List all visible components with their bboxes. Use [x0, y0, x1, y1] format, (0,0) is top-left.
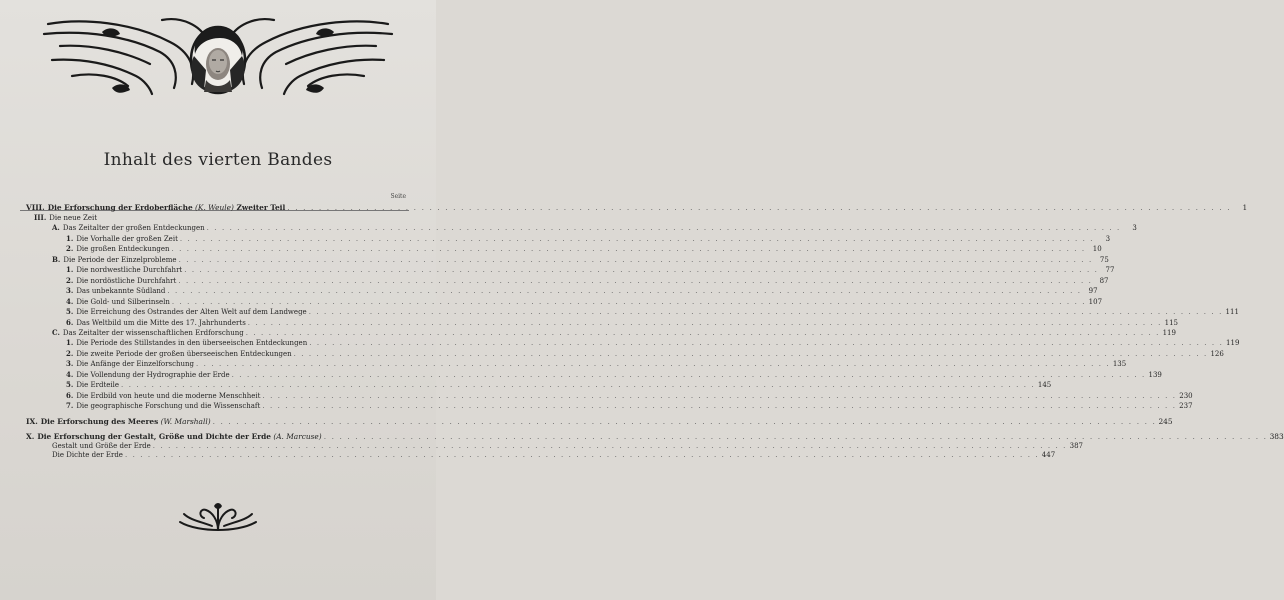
- page-column-header: Seite: [390, 193, 406, 200]
- toc-page-number: 75: [1099, 255, 1109, 264]
- toc-entry: [26, 223, 1137, 233]
- toc-entry-title: Die neue Zeit: [49, 214, 98, 222]
- toc-entry-label: [52, 451, 123, 460]
- toc-entry-title: Die Vorhalle der großen Zeit: [76, 234, 178, 243]
- toc-entry-title: Die geographische Forschung und die Wissenschaft: [76, 402, 261, 411]
- toc-entry: [26, 348, 1224, 359]
- toc-page-number: 10: [1092, 245, 1102, 254]
- toc-entry-author: (W. Marshall): [158, 416, 211, 426]
- toc-entry-title: Die nordöstliche Durchfahrt: [76, 276, 177, 285]
- toc-entry-number: VIII.: [26, 203, 45, 212]
- toc-entry-title: Das Weltbild um die Mitte des 17. Jahrhunderts: [76, 318, 246, 327]
- toc-leader-dots: . . . . . . . . . . . . . . . . . . . . . . . . . . . . . . . . . . . . . . . . . . . . . . . . . . . . . . . . . . . . . . . . . . . . . . . . . . . . . . . . . . . . . . . . . . . . . . . . . . . . . . . . . . . . . . . . . . . . . . . .: [245, 328, 1160, 337]
- toc-entry-label: [66, 380, 119, 390]
- toc-entry-title: Gestalt und Größe der Erde: [52, 441, 151, 450]
- toc-page-number: 237: [1179, 402, 1193, 411]
- toc-entry-title: Die nordwestliche Durchfahrt: [76, 266, 183, 275]
- toc-entry-title: Die Periode der Einzelprobleme: [63, 255, 177, 264]
- toc-entry-number: 2.: [66, 348, 74, 358]
- toc-entry-label: [66, 297, 170, 307]
- toc-entry: [26, 307, 1239, 317]
- page-title: Inhalt des vierten Bandes: [103, 150, 333, 170]
- toc-entry-number: III.: [34, 213, 47, 222]
- toc-entry: [26, 296, 1103, 307]
- toc-entry: [26, 254, 1109, 265]
- toc-leader-dots: . . . . . . . . . . . . . . . . . . . . . . . . . . . . . . . . . . . . . . . . . . . . . . . . . . . . . . . . . . . . . . . . . . . . . . . . . . . . . . . . . . . . . . . . . . . . . . . . . . . . . . . . . . . . . . . . . . . . . . . .: [287, 203, 1232, 212]
- toc-leader-dots: . . . . . . . . . . . . . . . . . . . . . . . . . . . . . . . . . . . . . . . . . . . . . . . . . . . . . . . . . . . . . . . . . . . . . . . . . . . . . . . . . . . . . . . . . . . . . . . . . . . . . . . . . . . . . . . . . . . . . . . .: [171, 297, 1087, 306]
- toc-page-number: 387: [1069, 441, 1083, 450]
- toc-entry: [26, 244, 1102, 254]
- toc-entry-label: [66, 265, 182, 275]
- toc-entry-title: Die Erdbild von heute und die moderne Menschheit: [76, 391, 261, 400]
- toc-entry-number: B.: [52, 254, 61, 264]
- toc-entry: [26, 338, 1240, 348]
- toc-leader-dots: . . . . . . . . . . . . . . . . . . . . . . . . . . . . . . . . . . . . . . . . . . . . . . . . . . . . . . . . . . . . . . . . . . . . . . . . . . . . . . . . . . . . . . . . . . . . . . . . . . . . . . . . . . . . . . . . . . . . . . . .: [178, 276, 1093, 285]
- toc-entry: [26, 265, 1115, 275]
- toc-entry-label: [66, 338, 307, 348]
- toc-page-number: 230: [1179, 391, 1193, 400]
- toc-entry-number: 2.: [66, 244, 74, 254]
- toc-leader-dots: . . . . . . . . . . . . . . . . . . . . . . . . . . . . . . . . . . . . . . . . . . . . . . . . . . . . . . . . . . . . . . . . . . . . . . . . . . . . . . . . . . . . . . . . . . . . . . . . . . . . . . . . . . . . . . . . . . . . . . . .: [178, 255, 1093, 264]
- toc-entry: [26, 380, 1052, 390]
- toc-leader-dots: . . . . . . . . . . . . . . . . . . . . . . . . . . . . . . . . . . . . . . . . . . . . . . . . . . . . . . . . . . . . . . . . . . . . . . . . . . . . . . . . . . . . . . . . . . . . . . . . . . . . . . . . . . . . . . . . . . . . . . . .: [121, 381, 1036, 390]
- toc-leader-dots: . . . . . . . . . . . . . . . . . . . . . . . . . . . . . . . . . . . . . . . . . . . . . . . . . . . . . . . . . . . . . . . . . . . . . . . . . . . . . . . . . . . . . . . . . . . . . . . . . . . . . . . . . . . . . . . . . . . . . . . .: [124, 451, 1040, 460]
- toc-leader-dots: . . . . . . . . . . . . . . . . . . . . . . . . . . . . . . . . . . . . . . . . . . . . . . . . . . . . . . . . . . . . . . . . . . . . . . . . . . . . . . . . . . . . . . . . . . . . . . . . . . . . . . . . . . . . . . . . . . . . . . . .: [179, 234, 1095, 243]
- toc-entry-label: [66, 234, 178, 244]
- toc-leader-dots: . . . . . . . . . . . . . . . . . . . . . . . . . . . . . . . . . . . . . . . . . . . . . . . . . . . . . . . . . . . . . . . . . . . . . . . . . . . . . . . . . . . . . . . . . . . . . . . . . . . . . . . . . . . . . . . . . . . . . . . .: [308, 308, 1223, 317]
- toc-entry-number: IX.: [26, 416, 38, 426]
- toc-entry-number: 3.: [66, 286, 74, 296]
- art-nouveau-header-ornament: [42, 14, 394, 96]
- toc-entry: [26, 202, 1248, 213]
- table-of-contents: [26, 202, 1284, 461]
- toc-page-number: 3: [1105, 234, 1111, 243]
- toc-entry-title: Das Zeitalter der großen Entdeckungen: [62, 224, 205, 233]
- toc-page-number: 119: [1226, 339, 1240, 348]
- toc-entry: [26, 213, 404, 223]
- toc-entry-number: 3.: [66, 359, 74, 369]
- toc-entry-author: (K. Weule): [192, 203, 234, 212]
- toc-page-number: 126: [1210, 349, 1224, 358]
- toc-entry-number: C.: [52, 327, 60, 337]
- toc-entry-number: X.: [26, 431, 35, 441]
- toc-entry-number: 1.: [66, 233, 74, 243]
- toc-entry-title: Das Zeitalter der wissenschaftlichen Erdforschung: [62, 328, 244, 337]
- toc-leader-dots: . . . . . . . . . . . . . . . . . . . . . . . . . . . . . . . . . . . . . . . . . . . . . . . . . . . . . . . . . . . . . . . . . . . . . . . . . . . . . . . . . . . . . . . . . . . . . . . . . . . . . . . . . . . . . . . . . . . . . . . .: [206, 224, 1121, 233]
- toc-page-number: 107: [1088, 297, 1103, 306]
- toc-page-number: 111: [1225, 308, 1239, 317]
- toc-page-number: 1: [1242, 203, 1248, 212]
- toc-leader-dots: . . . . . . . . . . . . . . . . . . . . . . . . . . . . . . . . . . . . . . . . . . . . . . . . . . . . . . . . . . . . . . . . . . . . . . . . . . . . . . . . . . . . . . . . . . . . . . . . . . . . . . . . . . . . . . . . . . . . . . . .: [167, 287, 1082, 296]
- toc-entry-number: A.: [52, 223, 60, 233]
- toc-leader-dots: . . . . . . . . . . . . . . . . . . . . . . . . . . . . . . . . . . . . . . . . . . . . . . . . . . . . . . . . . . . . . . . . . . . . . . . . . . . . . . . . . . . . . . . . . . . . . . . . . . . . . . . . . . . . . . . . . . . . . . . .: [262, 402, 1177, 411]
- toc-page-number: 139: [1148, 370, 1162, 379]
- toc-entry-title: Die Vollendung der Hydrographie der Erde: [76, 370, 230, 379]
- toc-entry: [26, 359, 1127, 369]
- toc-entry-title: Die Erreichung des Ostrandes der Alten Welt auf dem Landwege: [76, 308, 307, 317]
- toc-entry: [26, 401, 1193, 411]
- toc-entry-label: [52, 255, 177, 265]
- toc-entry: [26, 286, 1098, 296]
- toc-entry-title: Das unbekannte Südland: [76, 287, 166, 296]
- toc-entry-title: Die Erforschung der Erdoberfläche: [47, 203, 193, 212]
- toc-leader-dots: . . . . . . . . . . . . . . . . . . . . . . . . . . . . . . . . . . . . . . . . . . . . . . . . . . . . . . . . . . . . . . . . . . . . . . . . . . . . . . . . . . . . . . . . . . . . . . . . . . . . . . . . . . . . . . . . . . . . . . . .: [309, 339, 1224, 348]
- toc-entry-label: [52, 442, 151, 451]
- toc-page-number: 245: [1158, 416, 1173, 426]
- toc-leader-dots: . . . . . . . . . . . . . . . . . . . . . . . . . . . . . . . . . . . . . . . . . . . . . . . . . . . . . . . . . . . . . . . . . . . . . . . . . . . . . . . . . . . . . . . . . . . . . . . . . . . . . . . . . . . . . . . . . . . . . . . .: [184, 266, 1099, 275]
- toc-entry-number: 6.: [66, 390, 74, 400]
- toc-entry-author: (A. Marcuse): [270, 431, 322, 441]
- toc-page-number: 119: [1162, 328, 1176, 337]
- toc-entry-label: [66, 318, 246, 328]
- toc-leader-dots: . . . . . . . . . . . . . . . . . . . . . . . . . . . . . . . . . . . . . . . . . . . . . . . . . . . . . . . . . . . . . . . . . . . . . . . . . . . . . . . . . . . . . . . . . . . . . . . . . . . . . . . . . . . . . . . . . . . . . . . .: [196, 360, 1111, 369]
- toc-entry: [26, 317, 1178, 328]
- toc-leader-dots: . . . . . . . . . . . . . . . . . . . . . . . . . . . . . . . . . . . . . . . . . . . . . . . . . . . . . . . . . . . . . . . . . . . . . . . . . . . . . . . . . . . . . . . . . . . . . . . . . . . . . . . . . . . . . . . . . . . . . . . .: [293, 349, 1208, 358]
- art-nouveau-tailpiece-ornament: [176, 500, 260, 534]
- toc-leader-dots: . . . . . . . . . . . . . . . . . . . . . . . . . . . . . . . . . . . . . . . . . . . . . . . . . . . . . . . . . . . . . . . . . . . . . . . . . . . . . . . . . . . . . . . . . . . . . . . . . . . . . . . . . . . . . . . . . . . . . . . .: [262, 391, 1177, 400]
- toc-entry: [26, 275, 1109, 286]
- toc-leader-dots: . . . . . . . . . . . . . . . . . . . . . . . . . . . . . . . . . . . . . . . . . . . . . . . . . . . . . . . . . . . . . . . . . . . . . . . . . . . . . . . . . . . . . . . . . . . . . . . . . . . . . . . . . . . . . . . . . . . . . . . .: [152, 441, 1067, 450]
- toc-leader-dots: . . . . . . . . . . . . . . . . . . . . . . . . . . . . . . . . . . . . . . . . . . . . . . . . . . . . . . . . . . . . . . . . . . . . . . . . . . . . . . . . . . . . . . . . . . . . . . . . . . . . . . . . . . . . . . . . . . . . . . . .: [247, 318, 1162, 327]
- toc-page-number: 3: [1132, 224, 1137, 233]
- toc-entry-part: Zweiter Teil: [233, 203, 286, 212]
- toc-page-number: 135: [1112, 360, 1127, 369]
- toc-entry-number: 6.: [66, 317, 74, 327]
- toc-entry: [26, 416, 1173, 427]
- toc-leader-dots: . . . . . . . . . . . . . . . . . . . . . . . . . . . . . . . . . . . . . . . . . . . . . . . . . . . . . . . . . . . . . . . . . . . . . . . . . . . . . . . . . . . . . . . . . . . . . . . . . . . . . . . . . . . . . . . . . . . . . . . .: [171, 245, 1086, 254]
- toc-entry-title: Die Erforschung der Gestalt, Größe und Dichte der Erde: [37, 431, 271, 441]
- toc-entry-number: 2.: [66, 275, 74, 285]
- toc-entry-title: Die großen Entdeckungen: [76, 245, 170, 254]
- toc-entry-title: Die Erforschung des Meeres: [40, 416, 159, 426]
- toc-entry-label: [26, 416, 211, 427]
- toc-page-number: 145: [1037, 381, 1052, 390]
- toc-entry-label: [66, 286, 165, 296]
- toc-entry-number: 5.: [66, 380, 74, 390]
- toc-entry-label: [34, 213, 97, 223]
- toc-entry-number: 4.: [66, 369, 74, 379]
- toc-entry: [26, 431, 1284, 442]
- toc-entry-label: [66, 359, 194, 369]
- toc-entry: [26, 451, 1056, 460]
- toc-entry-label: [26, 431, 322, 442]
- toc-entry-number: 5.: [66, 307, 74, 317]
- toc-entry-number: 7.: [66, 401, 74, 411]
- toc-leader-dots: . . . . . . . . . . . . . . . . . . . . . . . . . . . . . . . . . . . . . . . . . . . . . . . . . . . . . . . . . . . . . . . . . . . . . . . . . . . . . . . . . . . . . . . . . . . . . . . . . . . . . . . . . . . . . . . . . . . . . . . .: [323, 431, 1268, 441]
- toc-entry: [26, 327, 1176, 338]
- toc-entry: [26, 390, 1193, 401]
- toc-entry-title: Die Erdteile: [76, 381, 120, 390]
- toc-leader-dots: . . . . . . . . . . . . . . . . . . . . . . . . . . . . . . . . . . . . . . . . . . . . . . . . . . . . . . . . . . . . . . . . . . . . . . . . . . . . . . . . . . . . . . . . . . . . . . . . . . . . . . . . . . . . . . . . . . . . . . . .: [212, 416, 1157, 426]
- toc-page-number: 97: [1088, 287, 1098, 296]
- toc-page-number: 383: [1269, 431, 1284, 441]
- toc-entry-label: [66, 244, 170, 254]
- toc-entry-label: [26, 202, 285, 213]
- toc-entry-label: [66, 370, 230, 380]
- toc-entry-title: Die Gold- und Silberinseln: [76, 297, 170, 306]
- toc-entry-label: [66, 401, 260, 411]
- toc-entry-title: Die Periode des Stillstandes in den überseeischen Entdeckungen: [76, 339, 308, 348]
- toc-page-number: 447: [1041, 451, 1056, 460]
- toc-entry-title: Die zweite Periode der großen überseeischen Entdeckungen: [76, 349, 292, 358]
- toc-page-number: 87: [1099, 276, 1109, 285]
- toc-entry-title: Die Anfänge der Einzelforschung: [76, 360, 195, 369]
- toc-entry-number: 4.: [66, 296, 74, 306]
- toc-entry-number: 1.: [66, 265, 74, 275]
- toc-entry-label: [66, 307, 307, 317]
- toc-entry: [26, 369, 1162, 380]
- toc-page-number: 77: [1105, 266, 1115, 275]
- toc-entry-label: [66, 391, 260, 401]
- toc-entry-label: [66, 349, 292, 359]
- toc-leader-dots: . . . . . . . . . . . . . . . . . . . . . . . . . . . . . . . . . . . . . . . . . . . . . . . . . . . . . . . . . . . . . . . . . . . . . . . . . . . . . . . . . . . . . . . . . . . . . . . . . . . . . . . . . . . . . . . . . . . . . . . .: [231, 370, 1146, 379]
- toc-page-number: 115: [1164, 318, 1178, 327]
- toc-entry: [26, 441, 1083, 451]
- toc-entry-label: [66, 276, 176, 286]
- toc-entry-number: 1.: [66, 338, 74, 348]
- toc-entry-label: [52, 328, 244, 338]
- toc-entry: [26, 233, 1111, 244]
- toc-entry-label: [52, 223, 205, 233]
- toc-entry-title: Die Dichte der Erde: [52, 451, 123, 460]
